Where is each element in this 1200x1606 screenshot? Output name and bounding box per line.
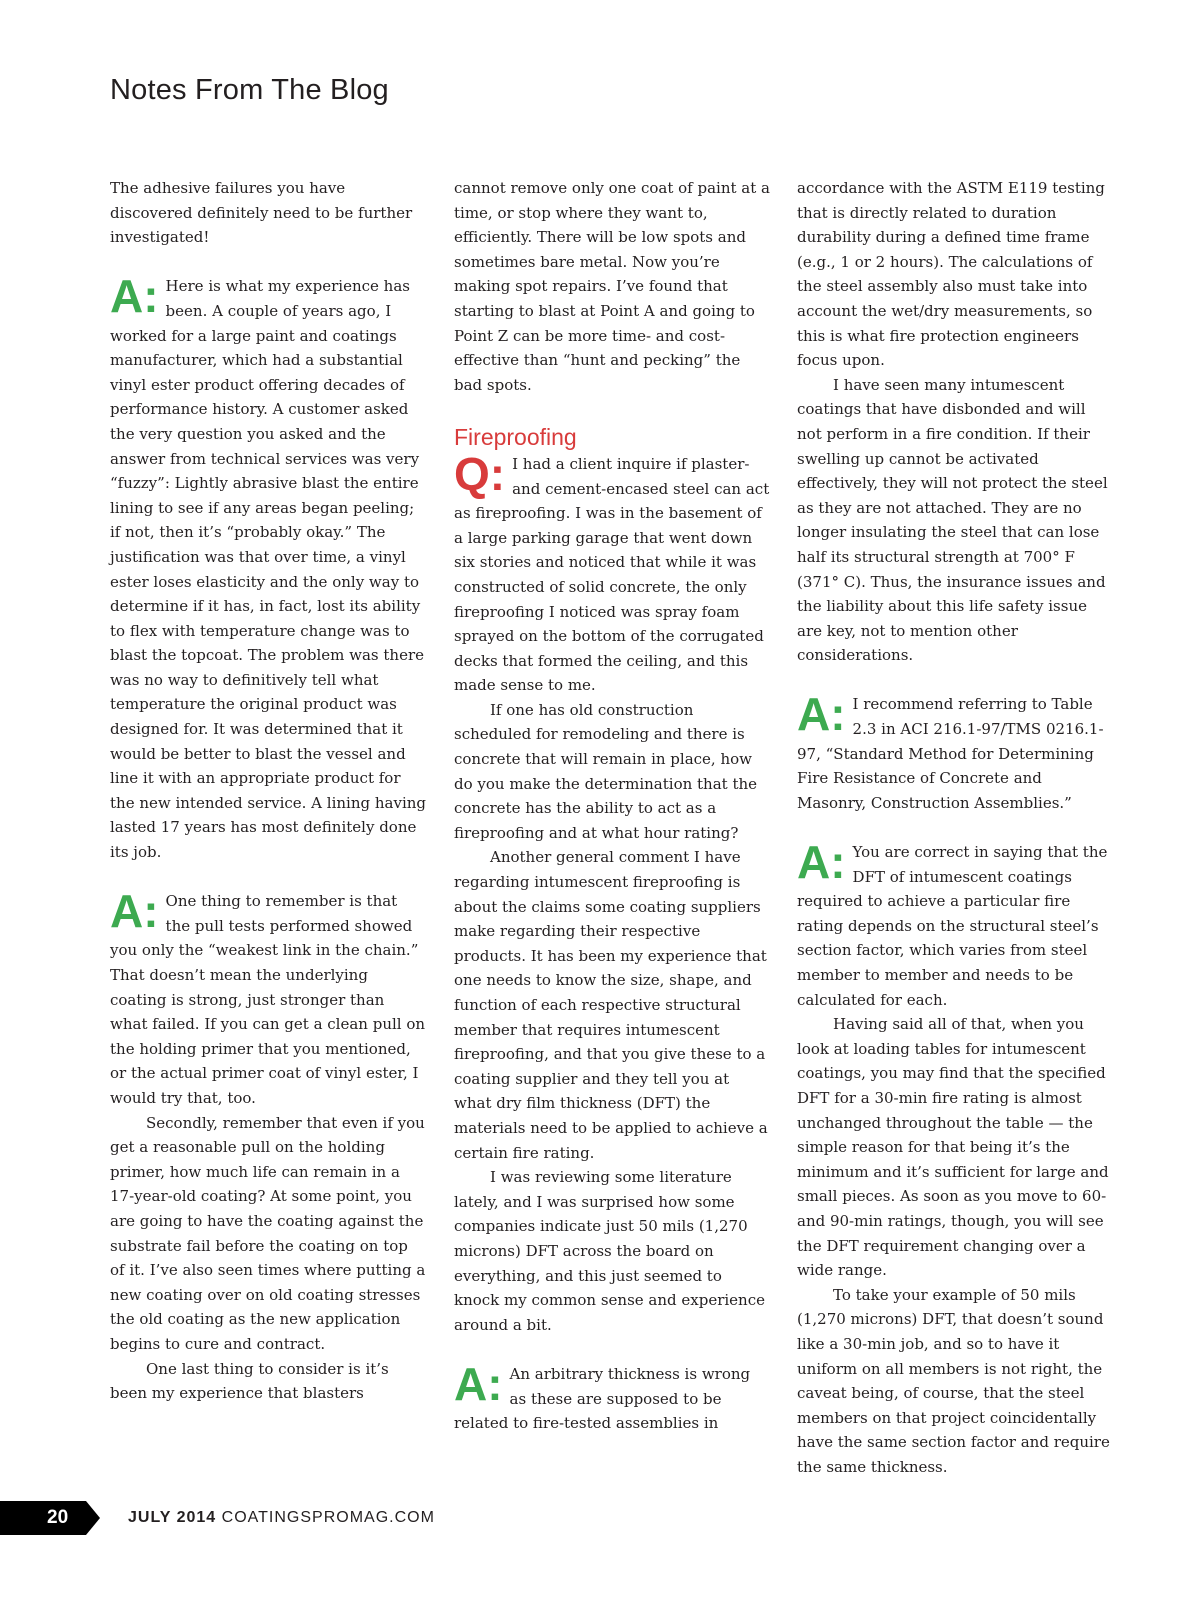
paragraph: Having said all of that, when you look at loading tables for intumescent coatings, you may find that the specified DFT for a 30-min fire rating is almost unchanged throughout the table — the simple reason for that being it’s the minimum and it’s sufficient for large and small pieces. As soon as you move to 60- and 90-min ratings, though, you will see the DFT requirement changing over a wide range.	[797, 1015, 1109, 1280]
answer-text: You are correct in saying that the DFT of intumescent coatings required to achieve a particular fire rating depends on the structural steel’s section factor, which varies from steel member to member and needs to be calculated for each.	[797, 843, 1108, 1009]
paragraph: The adhesive failures you have discovered definitely need to be further investigated!	[110, 179, 413, 247]
answer-block	[454, 1357, 770, 1436]
paragraph: cannot remove only one coat of paint at a time, or stop where they want to, efficiently. There will be low spots and sometimes bare metal. Now you’re making spot repairs. I’ve found that starting to blast at Point A and going to Point Z can be more time- and cost-effective than “hunt and pecking” the bad spots.	[454, 179, 770, 394]
subhead-fireproofing: Fireproofing	[454, 423, 577, 450]
footer-site: COATINGSPROMAG.COM	[221, 1509, 435, 1526]
paragraph: One last thing to consider is it’s been my experience that blasters	[110, 1359, 389, 1403]
section-title: Notes From The Blog	[110, 74, 389, 106]
answer-letter: A:	[797, 836, 846, 889]
answer-letter: A:	[110, 270, 159, 323]
paragraph: Another general comment I have regarding intumescent fireproofing is about the claims some coating suppliers make regarding their respective products. It has been my experience that one needs to know the size, shape, and function of each respective structural member that requires intumescent fireproofing, and that you give these to a coating supplier and they tell you at what dry film thickness (DFT) the materials need to be applied to achieve a certain fire rating.	[454, 848, 768, 1162]
answer-letter: A:	[110, 885, 159, 938]
answer-text: Here is what my experience has been. A couple of years ago, I worked for a large paint and coatings manufacturer, which had a substantial vinyl ester product offering decades of performance history. A customer asked the very question you asked and the answer from technical services was very “fuzzy”: Lightly abrasive blast the entire lining to see if any areas began peeling; if not, then it’s “probably okay.” The justification was that over time, a vinyl ester loses elasticity and the only way to determine if it has, in fact, lost its ability to flex with temperature change was to blast the topcoat. The problem was there was no way to definitively tell what temperature the original product was designed for. It was determined that it would be better to blast the vessel and line it with an appropriate product for the new intended service. A lining having lasted 17 years has most definitely done its job.	[110, 277, 427, 862]
answer-text: I recommend referring to Table 2.3 in ACI 216.1-97/TMS 0216.1-97, “Standard Method for Determining Fire Resistance of Concrete and Masonry, Construction Assemblies.”	[797, 695, 1104, 812]
footer-issue: JULY 2014	[128, 1509, 217, 1526]
paragraph: Secondly, remember that even if you get a reasonable pull on the holding primer, how much life can remain in a 17-year-old coating? At some point, you are going to have the coating against the substrate fail before the coating on top of it. I’ve also seen times where putting a new coating over on old coating stresses the old coating as the new application begins to cure and contract.	[110, 1113, 426, 1353]
footer-issue-line	[128, 1505, 435, 1531]
column-1	[110, 176, 426, 1406]
answer-block	[110, 270, 427, 864]
question-text: I had a client inquire if plaster- and cement-encased steel can act as fireproofing. I was in the basement of a large parking garage that went down six stories and noticed that while it was constructed of solid concrete, the only fireproofing I noticed was spray foam sprayed on the bottom of the corrugated decks that formed the ceiling, and this made sense to me.	[454, 454, 770, 695]
answer-block	[797, 836, 1113, 1012]
question-block	[454, 447, 770, 698]
paragraph: I was reviewing some literature lately, and I was surprised how some companies indicate just 50 mils (1,270 microns) DFT across the board on everything, and this just seemed to knock my common sense and experience around a bit.	[454, 1168, 765, 1334]
answer-text: An arbitrary thickness is wrong as these are supposed to be related to fire-tested assemblies in	[454, 1364, 751, 1433]
paragraph: I have seen many intumescent coatings that have disbonded and will not perform in a fire condition. If their swelling up cannot be activated effectively, they will not protect the steel as they are not attached. They are no longer insulating the steel that can lose half its structural strength at 700° F (371° C). Thus, the insurance issues and the liability about this life safety issue are key, not to mention other considerations.	[797, 375, 1108, 665]
answer-letter: A:	[797, 688, 846, 741]
column-3	[797, 176, 1113, 1479]
answer-letter: A:	[454, 1357, 503, 1410]
paragraph: accordance with the ASTM E119 testing that is directly related to duration durability during a defined time frame (e.g., 1 or 2 hours). The calculations of the steel assembly also must take into account the wet/dry measurements, so this is what fire protection engineers focus upon.	[797, 179, 1105, 370]
paragraph: To take your example of 50 mils (1,270 microns) DFT, that doesn’t sound like a 30-min job, and so to have it uniform on all members is not right, the caveat being, of course, that the steel members on that project coincidentally have the same section factor and require the same thickness.	[797, 1285, 1110, 1476]
answer-block	[797, 688, 1113, 815]
answer-block	[110, 885, 426, 1110]
paragraph: If one has old construction scheduled for remodeling and there is concrete that will remain in place, how do you make the determination that the concrete has the ability to act as a fireproofing and at what hour rating?	[454, 700, 758, 842]
column-2	[454, 176, 770, 1436]
page-number: 20	[47, 1507, 69, 1528]
answer-text: One thing to remember is that the pull tests performed showed you only the “weakest link in the chain.” That doesn’t mean the underlying coating is strong, just stronger than what failed. If you can get a clean pull on the holding primer that you mentioned, or the actual primer coat of vinyl ester, I would try that, too.	[110, 892, 426, 1107]
question-letter: Q:	[454, 447, 506, 500]
